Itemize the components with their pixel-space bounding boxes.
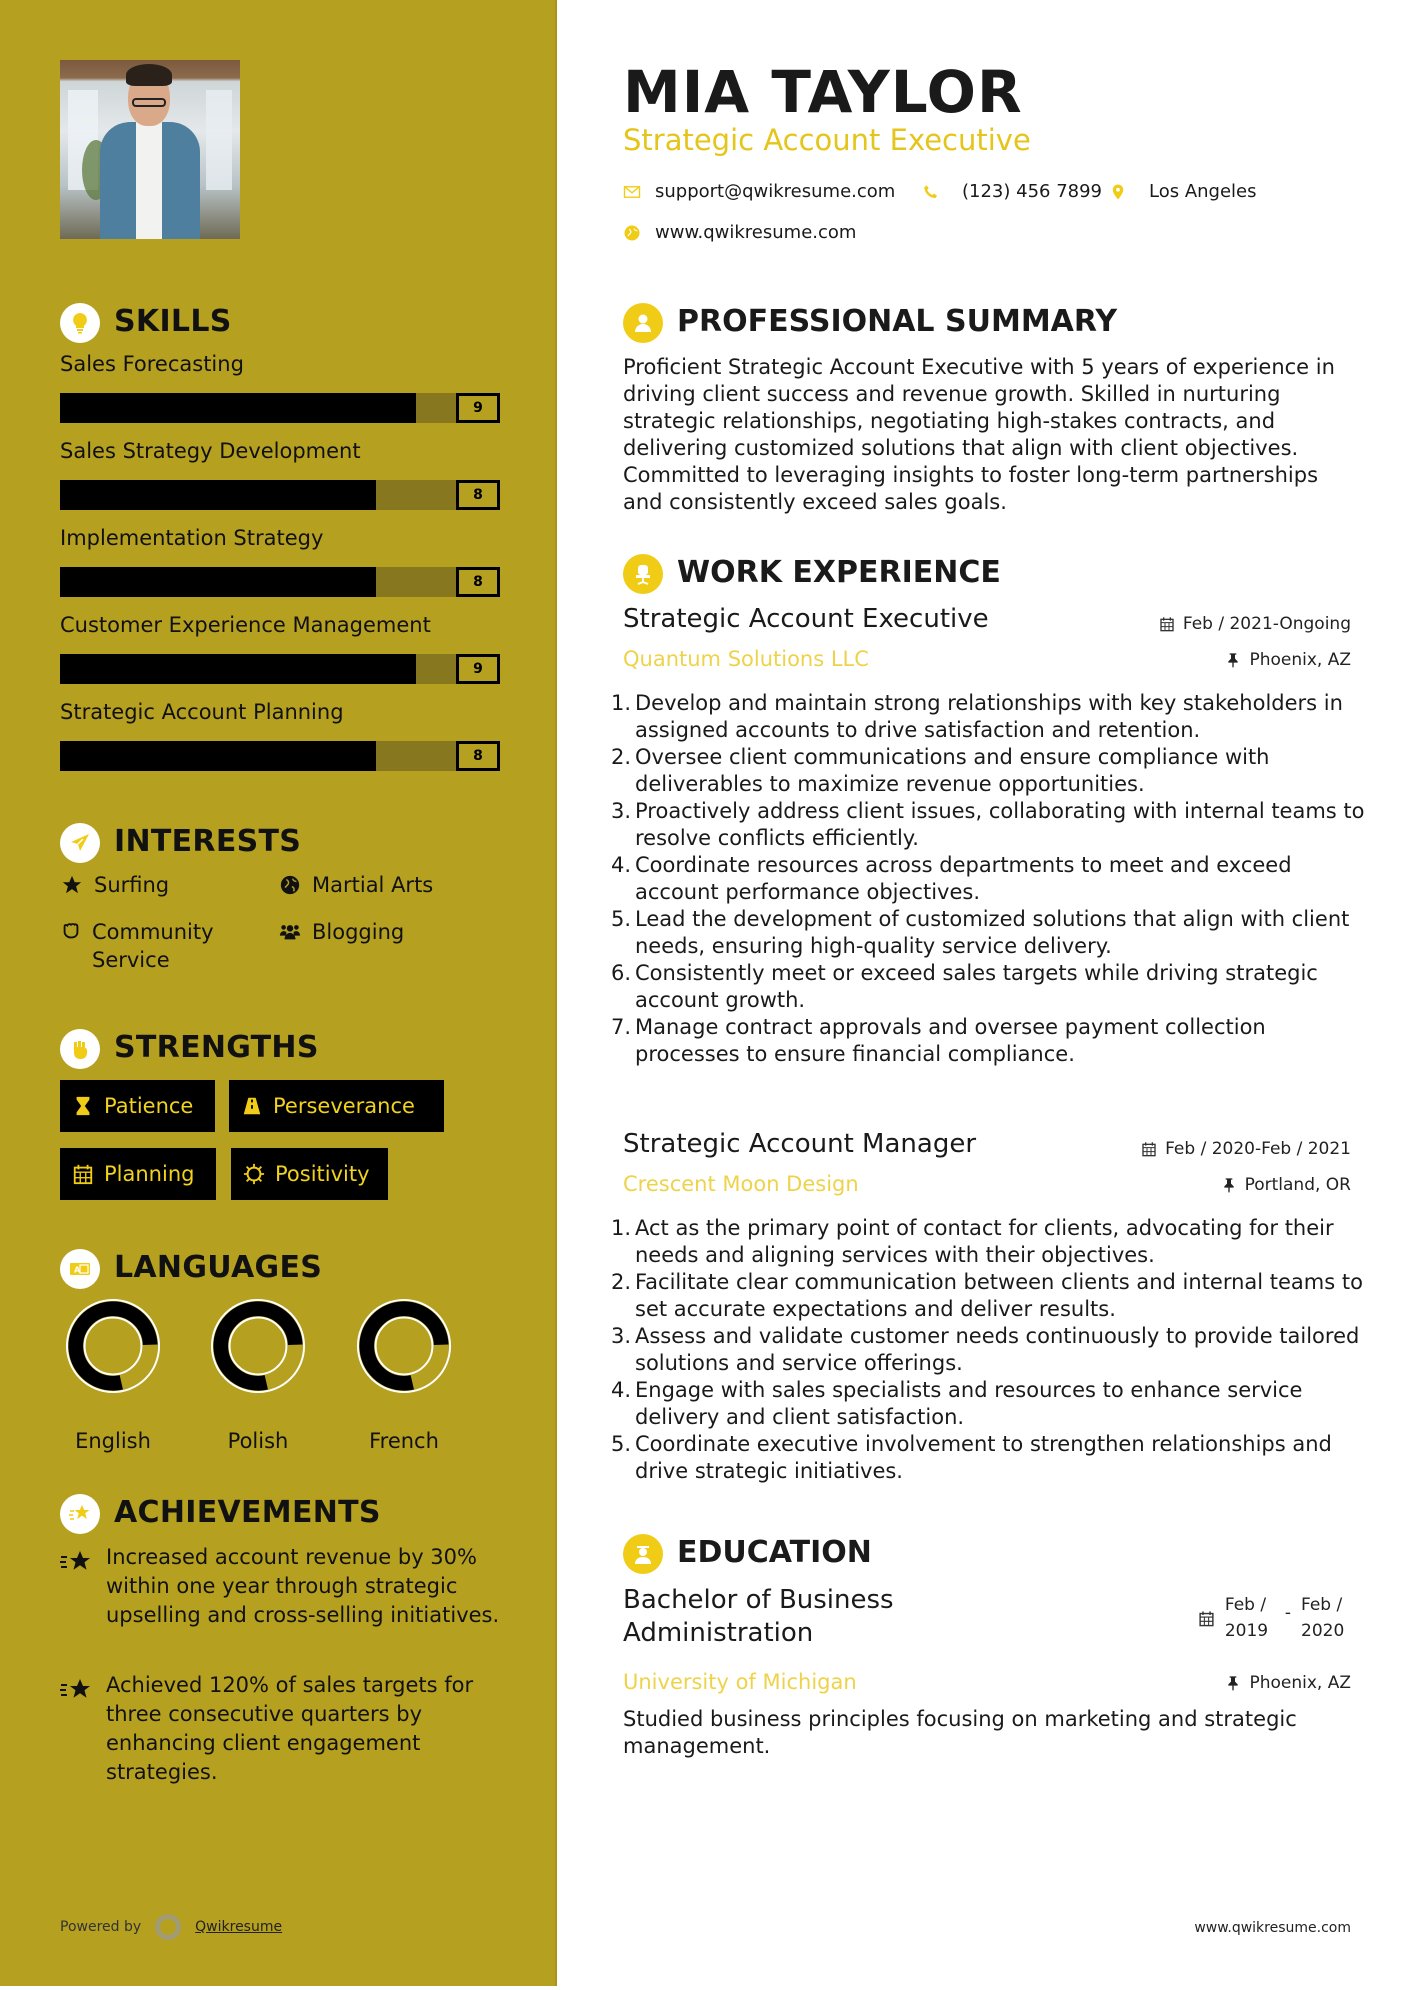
globe-icon — [623, 224, 641, 242]
contact-phone[interactable]: (123) 456 7899 — [922, 181, 1102, 202]
skill-score: 8 — [456, 480, 500, 510]
job-title: Strategic Account Manager — [623, 1129, 977, 1159]
skill-bar — [60, 393, 500, 423]
skill-label: Sales Strategy Development — [60, 439, 361, 463]
education-dates: Feb / 2019 - Feb / 2020 — [1198, 1592, 1351, 1644]
experience-title: WORK EXPERIENCE — [677, 555, 1001, 590]
skill-label: Sales Forecasting — [60, 352, 244, 376]
achievement-item: Increased account revenue by 30% within one year through strategic upselling and cross-selling initiatives. — [60, 1543, 500, 1630]
language-item: English — [58, 1297, 168, 1453]
interest-item: Surfing — [60, 871, 169, 899]
duty-item: 5. Lead the development of customized solutions that align with client needs, ensuring high-quality service delivery. — [611, 907, 1350, 958]
hourglass-icon — [72, 1094, 94, 1118]
language-item: French — [349, 1297, 459, 1453]
calendar-icon — [1141, 1141, 1157, 1157]
strength-badge: Patience — [60, 1080, 215, 1132]
skill-fill — [60, 654, 416, 684]
globe-icon — [278, 871, 302, 899]
map-pin-icon — [1109, 183, 1127, 201]
candidate-role: Strategic Account Executive — [623, 123, 1031, 157]
pushpin-icon — [1221, 1177, 1237, 1193]
skill-score: 8 — [456, 741, 500, 771]
qwikresume-link[interactable]: Qwikresume — [195, 1919, 283, 1935]
lightbulb-icon — [60, 303, 100, 343]
skill-fill — [60, 480, 376, 510]
skill-fill — [60, 567, 376, 597]
interests-title: INTERESTS — [114, 824, 302, 859]
fist-icon — [60, 918, 82, 946]
language-icon — [60, 1249, 100, 1289]
duties-list — [611, 690, 1371, 1068]
language-donut — [64, 1297, 162, 1395]
sun-icon — [243, 1162, 265, 1186]
office-chair-icon — [623, 554, 663, 594]
job-dates: Feb / 2021-Ongoing — [1159, 614, 1351, 634]
graduate-icon — [623, 1534, 663, 1574]
degree: Bachelor of Business Administration — [623, 1585, 894, 1648]
svg-text:A: A — [74, 1265, 81, 1275]
job-location: Phoenix, AZ — [1225, 650, 1351, 670]
languages-title: LANGUAGES — [114, 1250, 323, 1285]
achievement-item: Achieved 120% of sales targets for three consecutive quarters by enhancing client engagement strategies. — [60, 1671, 500, 1787]
main-content — [557, 0, 1407, 1990]
shooting-star-icon — [60, 1494, 100, 1534]
road-icon — [241, 1094, 263, 1118]
language-donut — [209, 1297, 307, 1395]
qwikresume-logo-icon — [155, 1914, 181, 1940]
skill-score: 9 — [456, 654, 500, 684]
language-donut — [355, 1297, 453, 1395]
duty-item: 5. Coordinate executive involvement to strengthen relationships and drive strategic initiatives. — [611, 1432, 1332, 1483]
raised-fist-icon — [60, 1029, 100, 1069]
summary-text: Proficient Strategic Account Executive with 5 years of experience in driving client success and revenue growth. Skilled in nurturing strategic relationships, negotiating high-stakes contracts, and delivering customized solutions that align with client objectives. Committed to leveraging insights to foster long-term partnerships and consistently exceed sales goals. — [623, 355, 1335, 514]
shooting-star-icon — [60, 1543, 94, 1630]
strength-badge: Positivity — [231, 1148, 388, 1200]
strength-badge: Planning — [60, 1148, 216, 1200]
duty-item: 2. Facilitate clear communication between clients and internal teams to set accurate expectations and deliver results. — [611, 1270, 1363, 1321]
skill-label: Implementation Strategy — [60, 526, 324, 550]
envelope-icon — [623, 183, 641, 201]
contact-email[interactable]: support@qwikresume.com — [623, 181, 895, 202]
duty-item: 6. Consistently meet or exceed sales targets while driving strategic account growth. — [611, 961, 1318, 1012]
skill-score: 9 — [456, 393, 500, 423]
skill-bar — [60, 741, 500, 771]
footer-website[interactable]: www.qwikresume.com — [1194, 1920, 1351, 1936]
calendar-icon — [1159, 616, 1175, 632]
powered-by: Powered by Qwikresume — [60, 1914, 282, 1940]
company-name: Quantum Solutions LLC — [623, 647, 869, 671]
profile-photo — [60, 60, 240, 239]
education-location: Phoenix, AZ — [1225, 1673, 1351, 1693]
calendar-icon — [1198, 1610, 1215, 1627]
user-icon — [623, 303, 663, 343]
shooting-star-icon — [60, 1671, 94, 1787]
interest-item: Blogging — [278, 918, 404, 946]
skill-label: Strategic Account Planning — [60, 700, 344, 724]
job-location: Portland, OR — [1221, 1175, 1351, 1195]
calendar-icon — [72, 1162, 94, 1186]
skill-score: 8 — [456, 567, 500, 597]
company-name: Crescent Moon Design — [623, 1172, 859, 1196]
skill-bar — [60, 567, 500, 597]
duty-item: 7. Manage contract approvals and oversee payment collection processes to ensure financial compliance. — [611, 1015, 1266, 1066]
duty-item: 3. Proactively address client issues, collaborating with internal teams to resolve conflicts efficiently. — [611, 799, 1365, 850]
duty-item: 2. Oversee client communications and ensure compliance with deliverables to maximize revenue opportunities. — [611, 745, 1270, 796]
interest-item: Martial Arts — [278, 871, 433, 899]
school-name: University of Michigan — [623, 1670, 857, 1694]
contact-location: Los Angeles — [1109, 181, 1257, 202]
education-description: Studied business principles focusing on marketing and strategic management. — [623, 1707, 1297, 1758]
job-dates: Feb / 2020-Feb / 2021 — [1141, 1139, 1351, 1159]
language-item: Polish — [203, 1297, 313, 1453]
skills-title: SKILLS — [114, 304, 232, 339]
education-title: EDUCATION — [677, 1535, 872, 1570]
skill-bar — [60, 654, 500, 684]
candidate-name: MIA TAYLOR — [623, 58, 1023, 126]
summary-title: PROFESSIONAL SUMMARY — [677, 304, 1118, 339]
pushpin-icon — [1225, 652, 1241, 668]
skill-bar — [60, 480, 500, 510]
duty-item: 1. Develop and maintain strong relationships with key stakeholders in assigned accounts to drive satisfaction and retention. — [611, 691, 1343, 742]
achievements-title: ACHIEVEMENTS — [114, 1495, 381, 1530]
strength-badge: Perseverance — [229, 1080, 444, 1132]
pushpin-icon — [1225, 1675, 1241, 1691]
interest-item: Community Service — [60, 918, 260, 974]
users-icon — [278, 918, 302, 946]
duty-item: 4. Engage with sales specialists and resources to enhance service delivery and client satisfaction. — [611, 1378, 1303, 1429]
duty-item: 3. Assess and validate customer needs continuously to provide tailored solutions and service offerings. — [611, 1324, 1360, 1375]
skill-fill — [60, 741, 376, 771]
sidebar — [0, 0, 557, 1986]
job-title: Strategic Account Executive — [623, 604, 989, 634]
skill-label: Customer Experience Management — [60, 613, 431, 637]
duties-list — [611, 1215, 1371, 1485]
strengths-title: STRENGTHS — [114, 1030, 319, 1065]
paper-plane-icon — [60, 823, 100, 863]
duty-item: 4. Coordinate resources across departments to meet and exceed account performance objectives. — [611, 853, 1292, 904]
contact-website[interactable]: www.qwikresume.com — [623, 222, 856, 243]
phone-icon — [922, 183, 940, 201]
star-icon — [60, 871, 84, 899]
skill-fill — [60, 393, 416, 423]
duty-item: 1. Act as the primary point of contact for clients, advocating for their needs and aligning services with their objectives. — [611, 1216, 1334, 1267]
